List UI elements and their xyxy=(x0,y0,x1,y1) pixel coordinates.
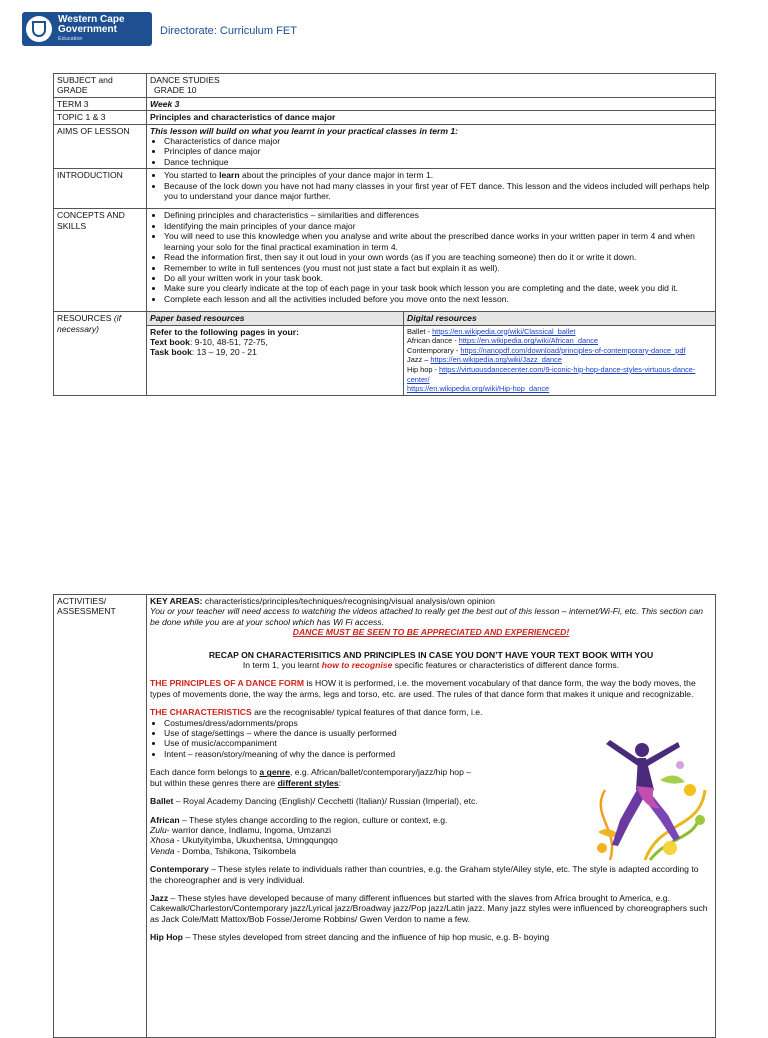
textbook-label: Text book xyxy=(150,336,190,347)
jazz-heading: Jazz xyxy=(150,892,169,903)
key-areas-text: characteristics/principles/techniques/recognising/visual analysis/own opinion xyxy=(202,596,495,606)
link-label: African dance - xyxy=(407,336,459,346)
ballet-heading: Ballet xyxy=(150,796,174,807)
paper-resources-header: Paper based resources xyxy=(147,312,404,325)
contemporary-paragraph xyxy=(150,864,712,885)
resources-label-note: (if necessary) xyxy=(57,313,121,334)
term-label: TERM 3 xyxy=(54,97,147,110)
coat-of-arms-icon xyxy=(26,16,52,42)
zulu-text: - warrior dance, Indlamu, Ingoma, Umzanzi xyxy=(166,824,332,835)
textbook-pages xyxy=(150,337,400,347)
ballet-link[interactable]: https://en.wikipedia.org/wiki/Classical_ballet xyxy=(432,326,576,336)
principles-heading: THE PRINCIPLES OF A DANCE FORM xyxy=(150,678,305,689)
jazz-paragraph xyxy=(150,893,712,924)
zulu-line xyxy=(150,825,590,835)
subject-value xyxy=(147,74,716,98)
topic-value: Principles and characteristics of dance major xyxy=(147,111,716,124)
list-item: • Read the information first, then say it out loud in your own words (as if you are teaching someone) then do it or write it down. xyxy=(164,252,712,262)
principles-paragraph xyxy=(150,678,712,699)
digital-link-african xyxy=(407,336,712,346)
venda-line xyxy=(150,846,590,856)
genre-pre: Each dance form belongs to xyxy=(150,767,260,778)
contemporary-link[interactable]: https://nanopdf.com/download/principles-of-contemporary-dance_pdf xyxy=(460,345,686,355)
link-label: Ballet - xyxy=(407,326,433,336)
venda-text: - Domba, Tshikona, Tsikombela xyxy=(174,845,297,856)
list-item: • You will need to use this knowledge when you analyse and write about the prescribed dance works in your written paper in term 4 and when learning your solo for the final practical examination in term 4. xyxy=(164,231,712,252)
taskbook-label: Task book xyxy=(150,347,192,358)
characteristics-text: are the recognisable/ typical features of that dance form, i.e. xyxy=(251,707,483,718)
xhosa-label: Xhosa xyxy=(150,835,175,846)
list-item: • Defining principles and characteristics – similarities and differences xyxy=(164,210,712,220)
aims-row xyxy=(54,124,716,169)
contemporary-text: – These styles relate to individuals rather than countries, e.g. the Graham style/Ailey style, etc. The style is adapted according to the choreographer and is very individual. xyxy=(150,864,699,885)
ballet-text: – Royal Academy Dancing (English)/ Cecchetti (Italian)/ Russian (Imperial), etc. xyxy=(173,796,478,807)
digital-link-jazz xyxy=(407,355,712,365)
genre-line xyxy=(150,767,590,777)
aims-intro: This lesson will build on what you learnt in your practical classes in term 1: xyxy=(150,125,459,136)
taskbook-pages-value: : 13 – 19, 20 - 21 xyxy=(191,347,257,358)
list-item: • Make sure you clearly indicate at the top of each page in your task book which lesson you are completing and the date, week you did it. xyxy=(164,283,712,293)
dance-seen-callout: DANCE MUST BE SEEN TO BE APPRECIATED AND EXPERIENCED! xyxy=(292,627,570,638)
jazz-link[interactable]: https://en.wikipedia.org/wiki/Jazz_dance xyxy=(430,355,562,365)
dance-seen-wrap xyxy=(150,627,712,637)
styles-bold: different styles xyxy=(277,777,339,788)
list-item: • Use of music/accompaniment xyxy=(164,738,590,748)
key-areas xyxy=(150,596,712,606)
characteristics-paragraph xyxy=(150,707,590,717)
topic-label: TOPIC 1 & 3 xyxy=(54,111,147,124)
ballet-paragraph xyxy=(150,796,590,806)
paper-resources xyxy=(147,325,404,395)
hiphop-heading: Hip Hop xyxy=(150,932,183,943)
list-item: • Because of the lock down you have not had many classes in your first year of FET dance. This lesson and the videos included will perhaps help you to understand your dance major further. xyxy=(164,181,712,202)
african-paragraph xyxy=(150,815,590,825)
list-item: • Remember to write in full sentences (you must not just state a fact but explain it as well). xyxy=(164,263,712,273)
subject-name: DANCE STUDIES xyxy=(150,75,220,85)
term-row xyxy=(54,97,716,110)
hiphop-wiki-link[interactable]: https://en.wikipedia.org/wiki/Hip-hop_dance xyxy=(407,384,550,394)
characteristics-list xyxy=(150,718,590,760)
teacher-note: You or your teacher will need access to watching the videos attached to really get the best out of this lesson – internet/Wi-Fi, etc. This section can be done while you are at your school which has Wi Fi access. xyxy=(150,606,704,627)
genre-bold: a genre xyxy=(259,767,290,778)
list-item: • Use of stage/settings – where the dance is usually performed xyxy=(164,728,590,738)
concepts-content xyxy=(147,209,716,312)
characteristics-heading: THE CHARACTERISTICS xyxy=(150,707,252,718)
concepts-label: CONCEPTS AND SKILLS xyxy=(54,209,147,312)
resources-row xyxy=(54,325,716,395)
activities-label: ACTIVITIES/ ASSESSMENT xyxy=(54,595,147,1038)
aims-label: AIMS OF LESSON xyxy=(54,124,147,169)
resources-label xyxy=(54,312,147,396)
taskbook-pages xyxy=(150,347,400,357)
aims-content xyxy=(147,124,716,169)
page-header xyxy=(0,0,768,60)
contemporary-heading: Contemporary xyxy=(150,864,209,875)
paper-refer: Refer to the following pages in your: xyxy=(150,326,299,337)
western-cape-government-logo xyxy=(22,12,152,46)
african-text: – These styles change according to the region, culture or context, e.g. xyxy=(179,814,448,825)
zulu-label: Zulu xyxy=(150,824,167,835)
list-item: • Do all your written work in your task book. xyxy=(164,273,712,283)
african-dance-link[interactable]: https://en.wikipedia.org/wiki/African_dance xyxy=(458,336,599,346)
venda-label: Venda xyxy=(150,845,175,856)
xhosa-line xyxy=(150,835,590,845)
styles-line xyxy=(150,778,590,788)
principles-text: is HOW it is performed, i.e. the movement vocabulary of that dance form, the way the body moves, the types of movements done, the way the arms, legs and torso, etc. are used. The rules of that dance form that makes it unique and recognizable. xyxy=(150,678,696,699)
grade-value: GRADE 10 xyxy=(154,85,197,96)
link-label: Hip hop - xyxy=(407,364,440,374)
list-item: • Identifying the main principles of your dance major xyxy=(164,221,712,231)
list-item: • Complete each lesson and all the activities included before you move onto the next lesson. xyxy=(164,294,712,304)
hiphop-text: – These styles developed from street dancing and the influence of hip hop music, e.g. B- boying xyxy=(182,932,550,943)
digital-link-hiphop-wiki xyxy=(407,384,712,394)
recap-red: how to recognise xyxy=(321,660,393,671)
term-value: Week 3 xyxy=(147,97,716,110)
subject-row xyxy=(54,74,716,98)
digital-link-ballet xyxy=(407,327,712,337)
list-item: • Characteristics of dance major xyxy=(164,136,712,146)
intro-bold: learn xyxy=(219,170,240,181)
logo-line3: Education xyxy=(58,36,83,42)
african-heading: African xyxy=(150,814,180,825)
intro-text: about the principles of your dance major in term 1. xyxy=(239,170,434,181)
digital-link-hiphop xyxy=(407,365,712,384)
styles-post: : xyxy=(338,777,342,788)
introduction-content xyxy=(147,169,716,209)
introduction-label: INTRODUCTION xyxy=(54,169,147,209)
recap-heading: RECAP ON CHARACTERISITICS AND PRINCIPLES IN CASE YOU DON’T HAVE YOUR TEXT BOOK WITH YOU xyxy=(208,649,654,660)
link-label: Contemporary - xyxy=(407,345,461,355)
topic-row xyxy=(54,111,716,124)
list-item: • Costumes/dress/adornments/props xyxy=(164,718,590,728)
dancer-silhouette xyxy=(606,740,680,846)
logo-line1: Western Cape xyxy=(58,14,125,25)
introduction-row xyxy=(54,169,716,209)
xhosa-text: - Ukutyityimba, Ukuxhentsa, Umngqungqo xyxy=(174,835,338,846)
list-item: • Dance technique xyxy=(164,157,712,167)
aims-list xyxy=(150,136,712,167)
list-item xyxy=(164,170,712,180)
resources-header-row xyxy=(54,312,716,325)
resources-label-text: RESOURCES xyxy=(57,313,112,324)
key-areas-label: KEY AREAS: xyxy=(150,596,203,606)
hiphop-paragraph xyxy=(150,932,712,942)
directorate-title: Directorate: Curriculum FET xyxy=(160,25,297,37)
dancer-illustration xyxy=(550,720,710,865)
jazz-text: – These styles have developed because of many different influences but started with the slaves from Africa brought to America, e.g. Cakewalk/Charleston/Contemporary jazz/Lyrical jazz/Broadway jazz/Pop jazz/Latin jazz. Many jazz styles were influenced by choreographers such as Jack Cole/Matt Mattox/Bob Fosse/Jerome Robbins/ Gwen Verdon to name a few. xyxy=(150,892,708,924)
concepts-list xyxy=(150,210,712,304)
link-label: Jazz – xyxy=(407,355,431,365)
styles-pre: but within these genres there are xyxy=(150,777,278,788)
genre-post: , e.g. African/ballet/contemporary/jazz/hip hop – xyxy=(289,767,472,778)
concepts-row xyxy=(54,209,716,312)
recap-post: specific features or characteristics of different dance forms. xyxy=(392,660,620,671)
digital-resources-header: Digital resources xyxy=(404,312,716,325)
introduction-list xyxy=(150,170,712,201)
intro-text: You started to xyxy=(164,170,220,181)
digital-resources xyxy=(404,325,716,395)
list-item: • Principles of dance major xyxy=(164,146,712,156)
recap-pre: In term 1, you learnt xyxy=(242,660,322,671)
lesson-overview-table xyxy=(53,73,716,396)
characteristics-block xyxy=(150,707,590,856)
subject-label: SUBJECT and GRADE xyxy=(54,74,147,98)
recap-text xyxy=(150,660,712,670)
textbook-pages-value: : 9-10, 48-51, 72-75, xyxy=(189,336,268,347)
digital-link-contemporary xyxy=(407,346,712,356)
logo-line2: Government xyxy=(58,24,117,35)
hiphop-link[interactable]: https://virtuousdancecenter.com/9-iconic-hip-hop-dance-styles-virtuous-dance-center/ xyxy=(407,364,696,384)
list-item: • Intent – reason/story/meaning of why the dance is performed xyxy=(164,749,590,759)
